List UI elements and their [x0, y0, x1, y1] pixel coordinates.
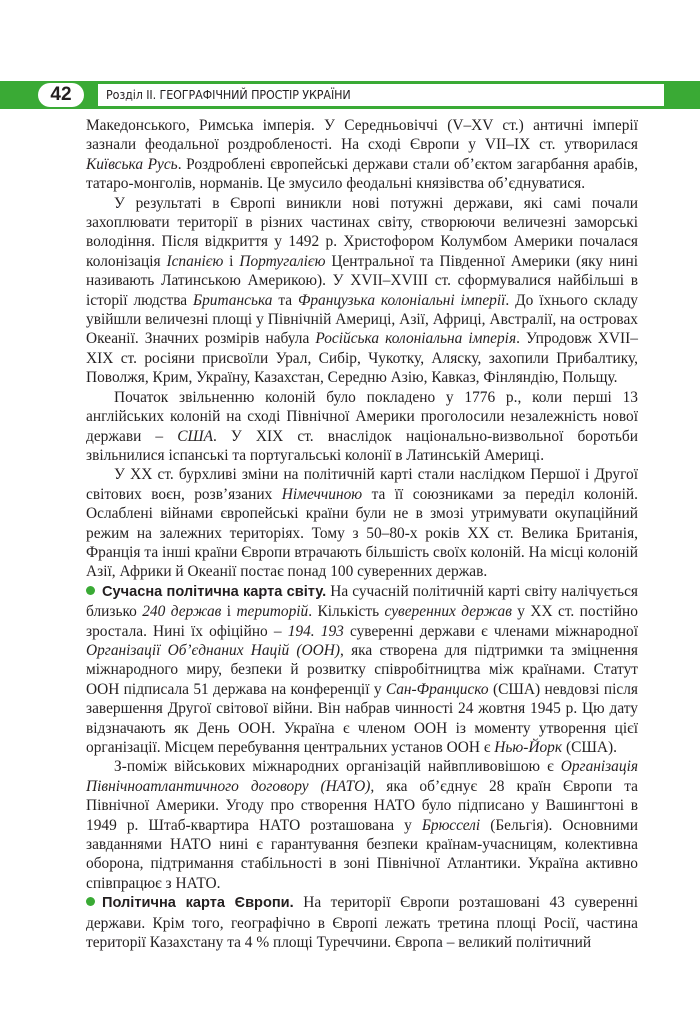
text-run: . До їхнього складу увійшли величезні площі у Північній Америці, Азії, Африці, Австралії, на островах Океанії. Значних розмірів набула	[86, 291, 638, 348]
text-run: У результаті в Європі виникли нові потужні держави, які самі почали захоплювати території в різних частинах світу, створюючи величезні заморські володіння. Після відкриття у 1492 р. Христофором Колумбом Америки почалася колонізація	[86, 194, 638, 270]
italic-term: Іспанією	[166, 252, 224, 270]
paragraph	[86, 465, 638, 581]
italic-term: Російська колоніальна імперія	[315, 330, 517, 348]
paragraph-heading: Сучасна політична карта світу.	[102, 583, 327, 600]
text-run: (Бельгія). Основними завданнями НАТО нині є гарантування безпеки країнам-учасницям, колективна оборона, підтримання стабільності в зоні Північної Атлантики. Україна активно співпрацює з НАТО.	[86, 816, 638, 892]
italic-term: Британська	[193, 291, 273, 309]
text-run: . У XIX ст. внаслідок національно-визвольної боротьби звільнилися іспанські та португальські колонії в Латинській Америці.	[86, 427, 638, 464]
text-run: і	[221, 603, 237, 621]
paragraph-with-heading	[86, 582, 638, 758]
text-run: . Роздроблені європейські держави стали об’єктом загарбання арабів, татаро-монголів, норманів. Це змусило феодальні князівства об’єднуватися.	[86, 155, 638, 193]
italic-term: Організація Північноатлантичного договору (НАТО),	[86, 758, 638, 795]
text-run: (США) невдовзі після завершення Другої світової війни. Він набрав чинності 24 жовтня 1945 р. Цю дату відзначають як День ООН. Україна є членом ООН із моменту утворення цієї організації. Місцем перебування центральних установ ООН є	[86, 680, 638, 756]
italic-term: Нью-Йорк	[494, 739, 563, 756]
bullet-icon	[86, 586, 95, 595]
italic-term: Французька колоніальні імперії	[297, 291, 506, 309]
bullet-icon	[86, 897, 95, 906]
text-run: яка об’єднує 28 країн Європи та Північної Америки. Угоду про створення НАТО було підписано у Вашингтоні в 1949 р. Штаб-квартира НАТО розташована у	[86, 777, 638, 834]
text-run: У XX ст. бурхливі зміни на політичній карті стали наслідком Першої і Другої світових воєн, розв’язаних	[86, 466, 638, 503]
italic-term: Німеччиною	[281, 485, 363, 503]
paragraph	[86, 194, 638, 388]
page-number: 42	[38, 83, 84, 107]
text-run: Центральної та Південної Америки (яку нині називають Латинською Америкою). У XVII–XVIII ст. сформувалися найбільші в історії людства	[86, 252, 638, 309]
paragraph	[86, 116, 638, 194]
italic-term: 240 держав	[142, 603, 222, 621]
italic-term: Сан-Франциско	[385, 680, 489, 698]
italic-term: Київська Русь	[86, 155, 178, 173]
text-run: На території Європи розташовані 43 суверенні держави. Крім того, географічно в Європі лежать третина площі Росії, частина території Казахстану та 4 % площі Туреччини. Європа – великий політичний	[86, 894, 638, 952]
paragraph-with-heading	[86, 893, 638, 952]
paragraph-heading: Політична карта Європи.	[102, 895, 294, 912]
text-run: суверенні держави є членами міжнародної	[343, 622, 638, 640]
section-title: Розділ ІІ. ГЕОГРАФІЧНИЙ ПРОСТІР УКРАЇНИ	[106, 87, 351, 102]
text-run: у XX ст. постійно зростала. Нині їх офіційно –	[86, 603, 638, 640]
text-run: та її союзниками за переділ колоній. Ослаблені війнами європейські країни були не в змозі утримувати окупаційний режим на залежних територіях. Тому з 50–80-х років XX ст. Велика Британія, Франція та інші країни Європи втрачають більшість своїх колоній. На місці колоній Азії, Африки й Океанії постає понад 100 суверенних держав.	[86, 485, 638, 581]
italic-term: суверенних держав	[384, 603, 512, 621]
italic-term: 194. 193	[287, 622, 344, 640]
page-header	[0, 81, 700, 109]
text-run: Початок звільненню колоній було покладено у 1776 р., коли перші 13 англійських колоній на сході Північної Америки проголосили незалежність нової держави –	[86, 388, 638, 445]
paragraph	[86, 757, 638, 893]
italic-term: Брюсселі	[421, 816, 481, 834]
page-body	[86, 116, 638, 952]
text-run: та	[272, 291, 298, 309]
italic-term: Португалією	[239, 252, 326, 270]
text-run: і	[223, 252, 240, 270]
text-run: , яка створена для підтримки та зміцнення міжнародного миру, безпеки й розвитку співробітництва між країнами. Статут ООН підписала 51 держава на конференції у	[86, 641, 638, 698]
text-run: . Упродовж XVII–XIX ст. росіяни присвоїли Урал, Сибір, Чукотку, Аляску, захопили Прибалтику, Поволжя, Крим, Україну, Казахстан, Середню Азію, Кавказ, Фінляндію, Польщу.	[86, 330, 638, 387]
text-run: На сучасній політичній карті світу налічується близько	[86, 582, 638, 621]
text-run: Македонського, Римська імперія. У Середньовіччі (V–XV ст.) античні імперії зазнали феодальної роздробленості. На сході Європи у VII–IX ст. утворилася	[86, 117, 638, 154]
text-run: (США).	[562, 739, 617, 756]
italic-term: США	[177, 427, 213, 445]
paragraph	[86, 388, 638, 466]
italic-term: територій	[236, 603, 309, 621]
text-run: . Кількість	[308, 603, 385, 621]
text-run: З-поміж військових міжнародних організацій найвпливовішою є	[114, 758, 561, 776]
italic-term: Організації Об’єднаних Націй (ООН)	[86, 641, 341, 659]
